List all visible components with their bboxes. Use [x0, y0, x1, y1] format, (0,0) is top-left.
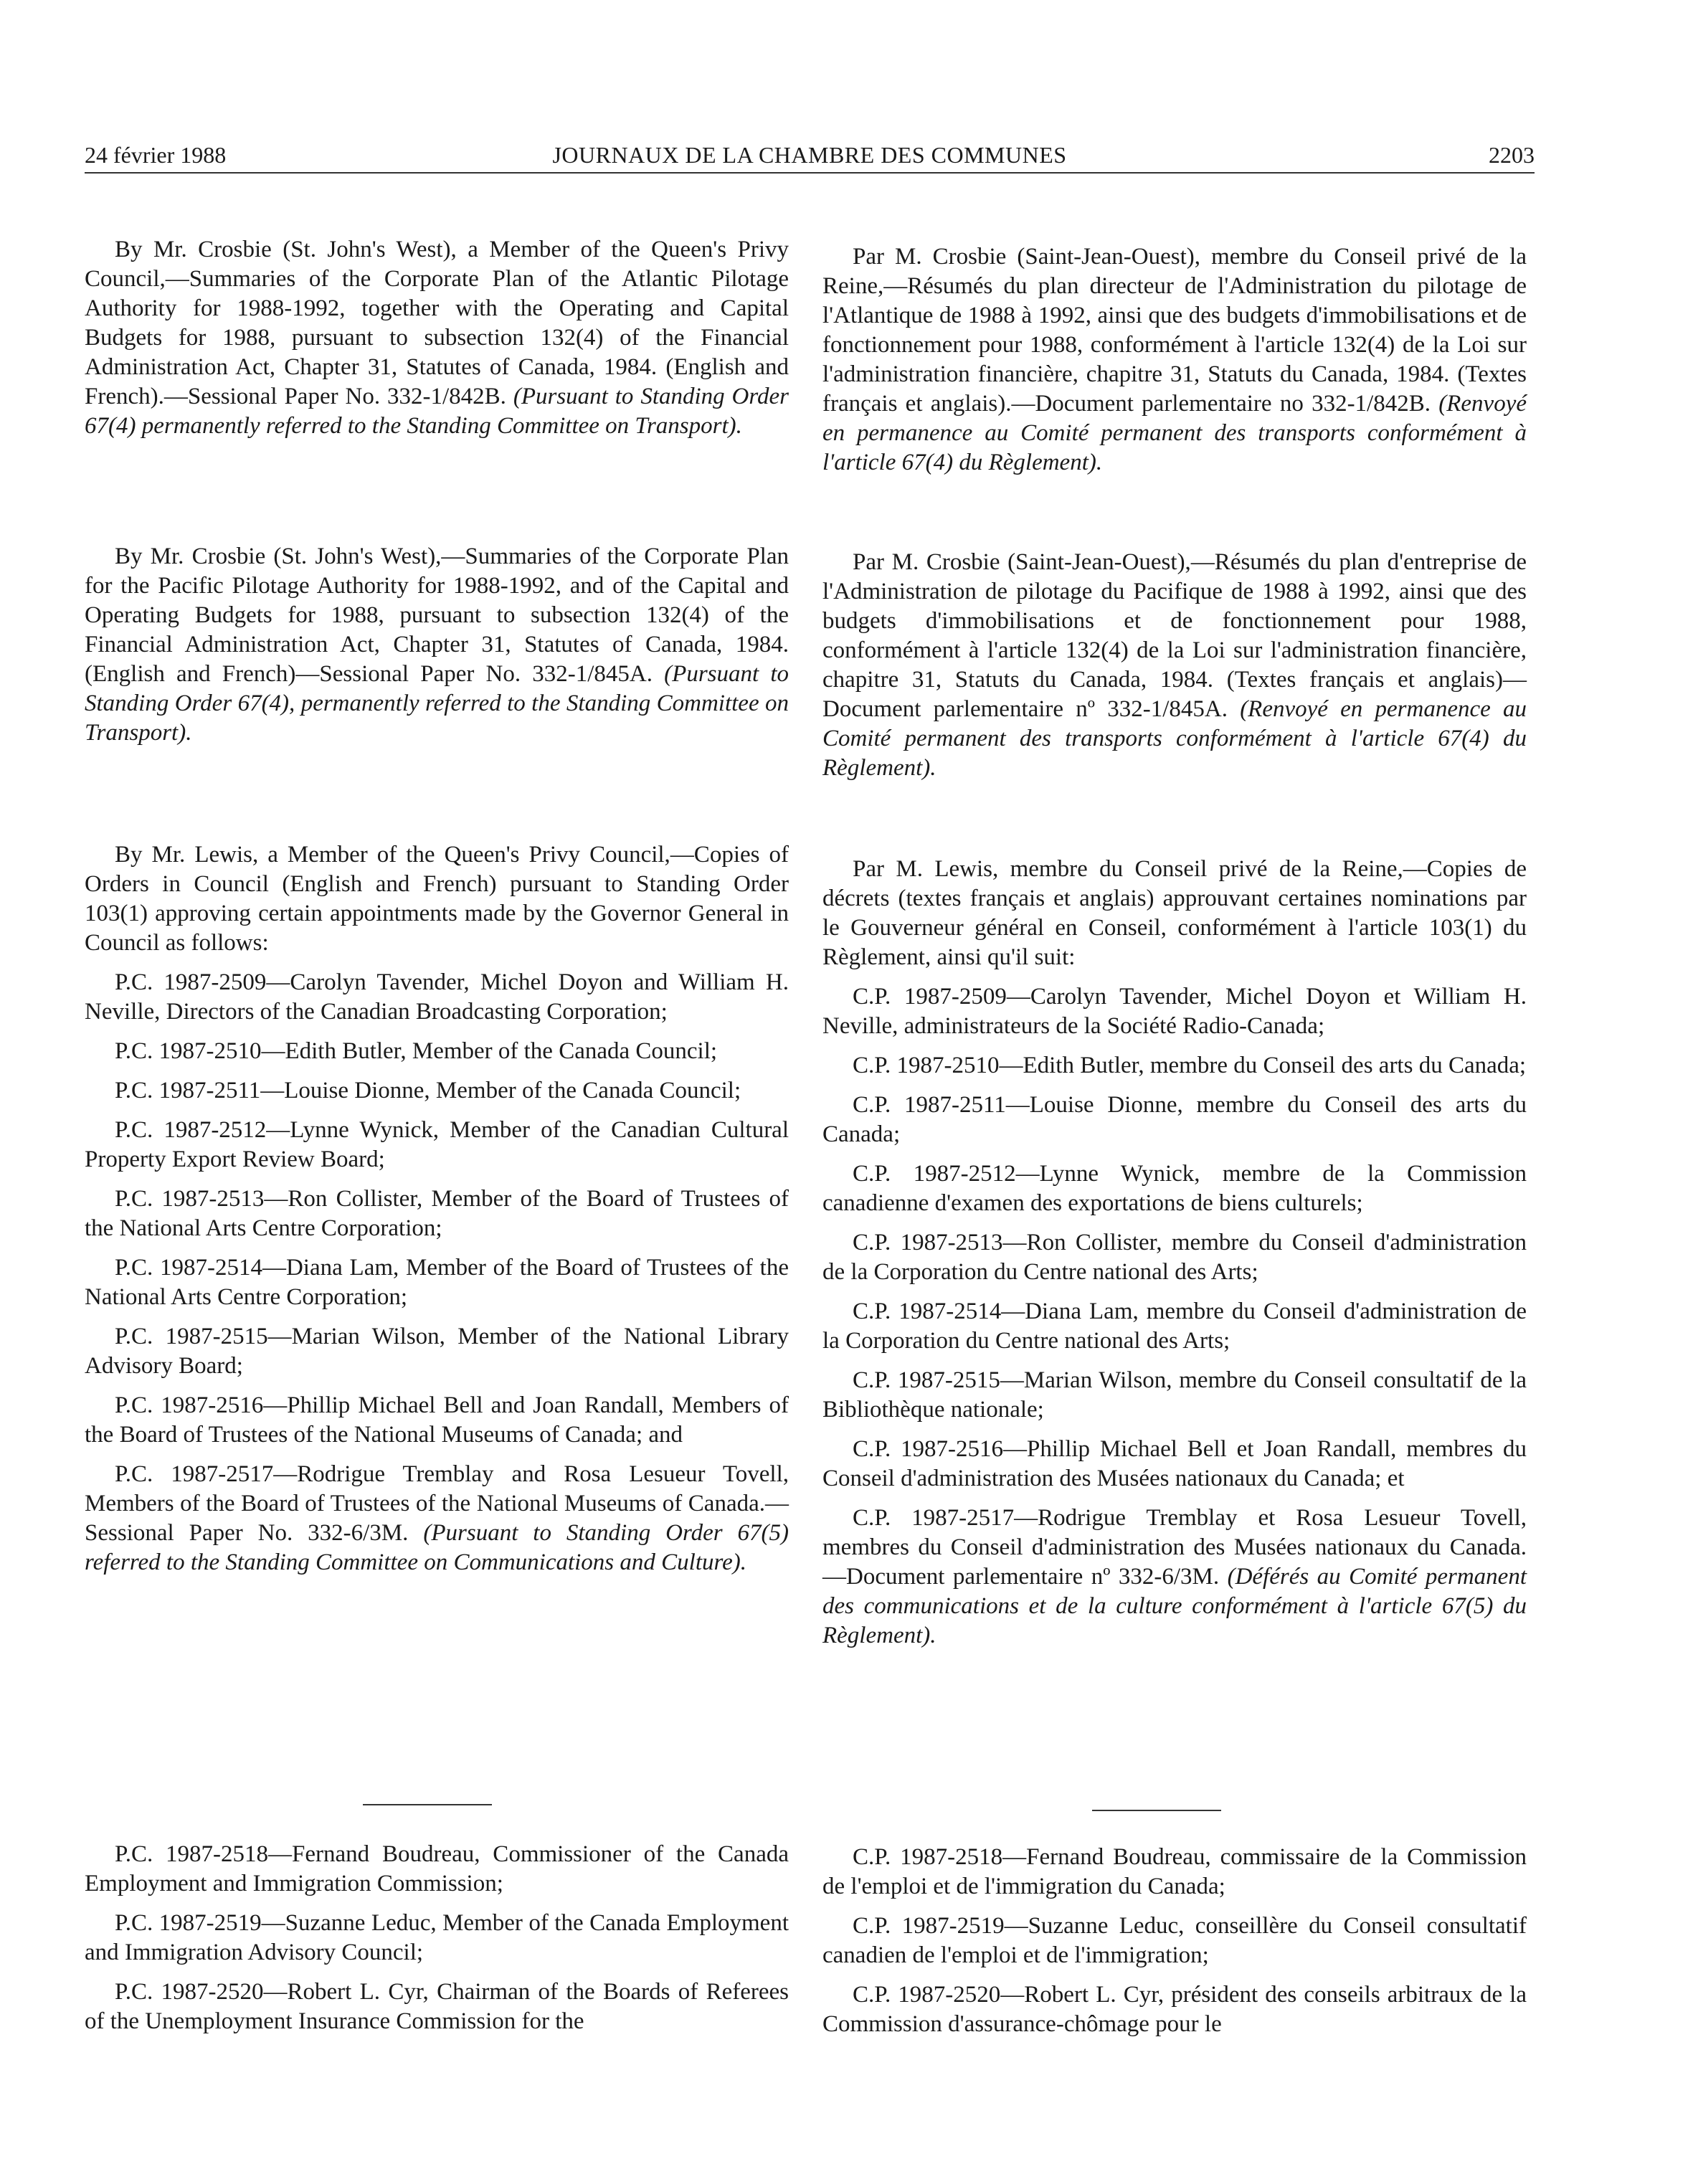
fr-order: C.P. 1987-2513—Ron Collister, membre du Conseil d'administration de la Corporation du Centre national des Arts; — [822, 1230, 1527, 1285]
fr-order: C.P. 1987-2514—Diana Lam, membre du Conseil d'administration de la Corporation du Centre national des Arts; — [822, 1298, 1527, 1354]
fr-p1-italic: (Renvoyé en permanence au Comité permanent des transports conformément à l'article 67(4) du Règlement). — [822, 391, 1527, 475]
en-order: P.C. 1987-2513—Ron Collister, Member of the Board of Trustees of the National Arts Centre Corporation; — [85, 1186, 789, 1241]
fr-order-last-italic: (Déférés au Comité permanent des communications et de la culture conformément à l'article 67(5) du Règlement). — [822, 1564, 1527, 1648]
fr-order: C.P. 1987-2509—Carolyn Tavender, Michel Doyon et William H. Neville, administrateurs de la Société Radio-Canada; — [822, 984, 1527, 1039]
en-order-last-text: P.C. 1987-2517—Rodrigue Tremblay and Rosa Lesueur Tovell, Members of the Board of Trustees of the National Museums of Canada.—Sessional Paper No. 332-6/3M. — [85, 1461, 789, 1546]
fr-order: C.P. 1987-2515—Marian Wilson, membre du Conseil consultatif de la Bibliothèque nationale; — [822, 1367, 1527, 1423]
en-order: P.C. 1987-2518—Fernand Boudreau, Commissioner of the Canada Employment and Immigration Commission; — [85, 1841, 789, 1896]
en-orders-continued — [85, 1840, 789, 2036]
en-p3-text: By Mr. Lewis, a Member of the Queen's Privy Council,—Copies of Orders in Council (English and French) pursuant to Standing Order 103(1) approving certain appointments made by the Governor General in Council as follows: — [85, 842, 789, 956]
en-p2-italic: (Pursuant to Standing Order 67(4), permanently referred to the Standing Committee on Transport). — [85, 661, 789, 746]
fr-order: C.P. 1987-2510—Edith Butler, membre du Conseil des arts du Canada; — [853, 1053, 1527, 1078]
page-header — [85, 141, 1535, 174]
fr-p1-text: Par M. Crosbie (Saint-Jean-Ouest), membre du Conseil privé de la Reine,—Résumés du plan directeur de l'Administration du pilotage de l'Atlantique de 1988 à 1992, ainsi que des budgets d'immobilisations et de fonctionnement pour 1988, conformément à l'article 132(4) de la Loi sur l'administration financière, chapitre 31, Statuts du Canada, 1984. (Textes français et anglais).—Document parlementaire no 332-1/842B. — [822, 244, 1527, 417]
section-divider — [1092, 1810, 1221, 1811]
en-order: P.C. 1987-2512—Lynne Wynick, Member of the Canadian Cultural Property Export Review Board; — [85, 1117, 789, 1172]
en-order-last-italic: (Pursuant to Standing Order 67(5) referred to the Standing Committee on Communications and Culture). — [85, 1520, 789, 1575]
en-order: P.C. 1987-2509—Carolyn Tavender, Michel Doyon and William H. Neville, Directors of the Canadian Broadcasting Corporation; — [85, 969, 789, 1025]
fr-p2-text: Par M. Crosbie (Saint-Jean-Ouest),—Résumés du plan d'entreprise de l'Administration de pilotage du Pacifique de 1988 à 1992, ainsi que des budgets d'immobilisations et de fonctionnement pour 1988, conformément à l'article 132(4) de la Loi sur l'administration financière, chapitre 31, Statuts du Canada, 1984. (Textes français et anglais)—Document parlementaire nº 332-1/845A. — [822, 549, 1527, 722]
en-order: P.C. 1987-2510—Edith Butler, Member of the Canada Council; — [115, 1038, 718, 1064]
fr-paragraph-1 — [822, 242, 1527, 478]
en-order: P.C. 1987-2515—Marian Wilson, Member of the National Library Advisory Board; — [85, 1324, 789, 1379]
fr-paragraph-2 — [822, 548, 1527, 783]
fr-order: C.P. 1987-2512—Lynne Wynick, membre de la Commission canadienne d'examen des exportations de biens culturels; — [822, 1161, 1527, 1216]
page-number: 2203 — [1489, 142, 1535, 168]
fr-orders-continued — [822, 1843, 1527, 2039]
fr-paragraph-3 — [822, 855, 1527, 1651]
en-paragraph-3 — [85, 840, 789, 1577]
fr-order: C.P. 1987-2518—Fernand Boudreau, commissaire de la Commission de l'emploi et de l'immigration du Canada; — [822, 1844, 1527, 1899]
fr-order-last — [822, 1504, 1527, 1651]
en-order-last — [85, 1460, 789, 1577]
en-p1-text: By Mr. Crosbie (St. John's West), a Member of the Queen's Privy Council,—Summaries of the Corporate Plan of the Atlantic Pilotage Authority for 1988-1992, together with the Operating and Capital Budgets for 1988, pursuant to subsection 132(4) of the Financial Administration Act, Chapter 31, Statutes of Canada, 1984. (English and French).—Sessional Paper No. 332-1/842B. — [85, 237, 789, 409]
en-p1-italic: (Pursuant to Standing Order 67(4) permanently referred to the Standing Committee on Transport). — [85, 384, 789, 439]
fr-order: C.P. 1987-2516—Phillip Michael Bell et Joan Randall, membres du Conseil d'administration des Musées nationaux du Canada; et — [822, 1436, 1527, 1491]
en-order: P.C. 1987-2514—Diana Lam, Member of the Board of Trustees of the National Arts Centre Corporation; — [85, 1255, 789, 1310]
en-paragraph-2 — [85, 542, 789, 748]
header-title: JOURNAUX DE LA CHAMBRE DES COMMUNES — [552, 142, 1067, 168]
fr-order: C.P. 1987-2511—Louise Dionne, membre du Conseil des arts du Canada; — [822, 1092, 1527, 1147]
header-date: 24 février 1988 — [85, 142, 227, 168]
en-order: P.C. 1987-2519—Suzanne Leduc, Member of the Canada Employment and Immigration Advisory Council; — [85, 1910, 789, 1965]
en-p2-text: By Mr. Crosbie (St. John's West),—Summaries of the Corporate Plan for the Pacific Pilotage Authority for 1988-1992, and of the Capital and Operating Budgets for 1988, pursuant to subsection 132(4) of the Financial Administration Act, Chapter 31, Statutes of Canada, 1984. (English and French)—Sessional Paper No. 332-1/845A. — [85, 543, 789, 687]
fr-order: C.P. 1987-2520—Robert L. Cyr, président des conseils arbitraux de la Commission d'assurance-chômage pour le — [822, 1982, 1527, 2037]
fr-order: C.P. 1987-2519—Suzanne Leduc, conseillère du Conseil consultatif canadien de l'emploi et de l'immigration; — [822, 1913, 1527, 1968]
en-order: P.C. 1987-2511—Louise Dionne, Member of the Canada Council; — [115, 1078, 741, 1103]
en-paragraph-1 — [85, 235, 789, 441]
en-order: P.C. 1987-2516—Phillip Michael Bell and Joan Randall, Members of the Board of Trustees of the National Museums of Canada; and — [85, 1392, 789, 1448]
fr-p3-text: Par M. Lewis, membre du Conseil privé de la Reine,—Copies de décrets (textes français et anglais) approuvant certaines nominations par le Gouverneur général en Conseil, conformément à l'article 103(1) du Règlement, ainsi qu'il suit: — [822, 856, 1527, 970]
en-order: P.C. 1987-2520—Robert L. Cyr, Chairman of the Boards of Referees of the Unemployment Insurance Commission for the — [85, 1979, 789, 2034]
section-divider — [363, 1804, 492, 1805]
fr-order-last-text: C.P. 1987-2517—Rodrigue Tremblay et Rosa Lesueur Tovell, membres du Conseil d'administration des Musées nationaux du Canada.—Document parlementaire nº 332-6/3M. — [822, 1505, 1527, 1590]
fr-p2-italic: (Renvoyé en permanence au Comité permanent des transports conformément à l'article 67(4) du Règlement). — [822, 696, 1527, 781]
